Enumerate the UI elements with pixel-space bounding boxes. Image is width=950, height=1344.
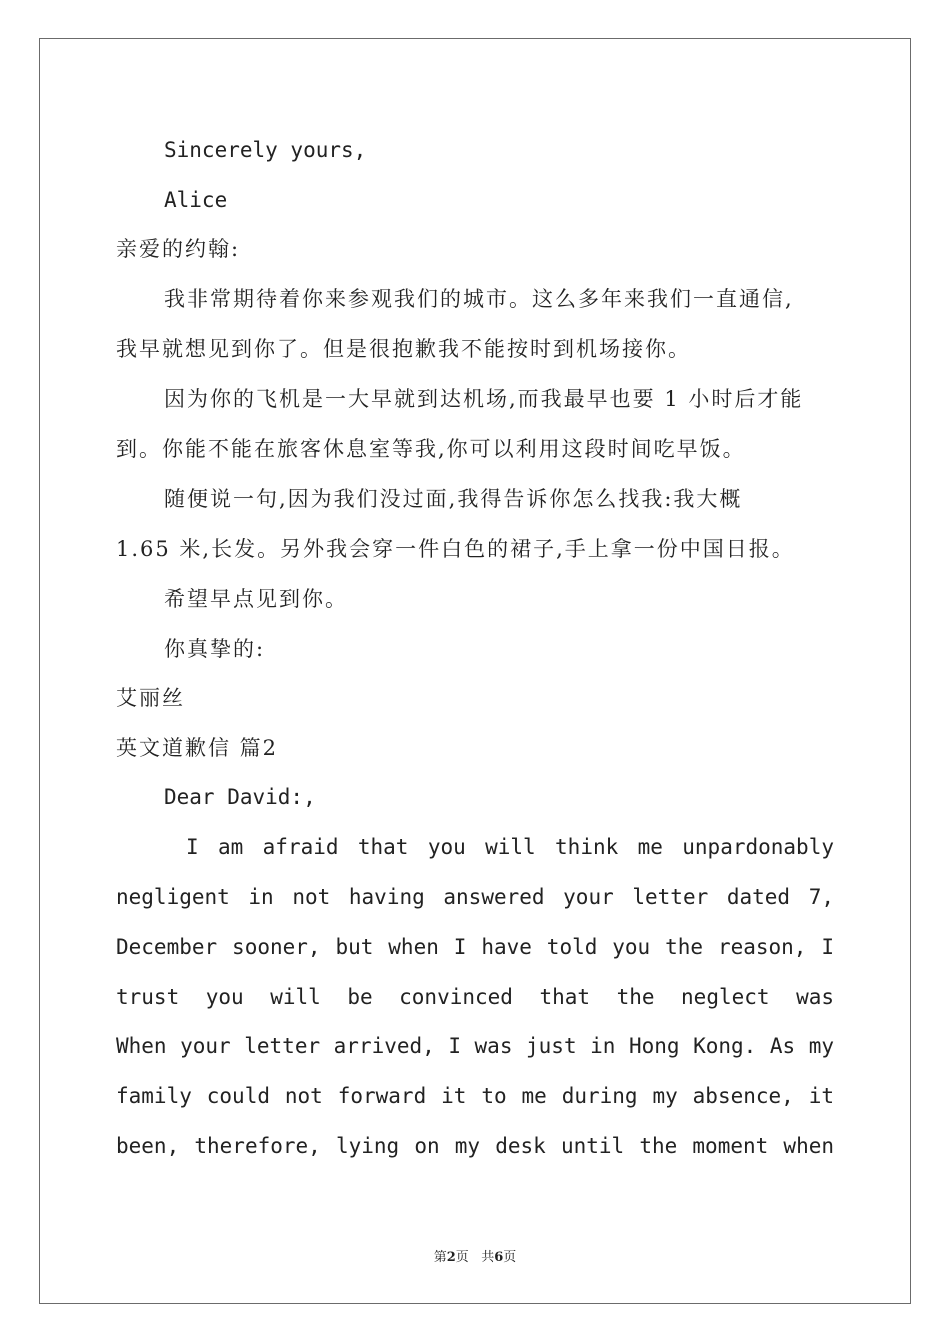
closing-sign-off: Sincerely yours, bbox=[164, 138, 367, 162]
english-body-line: trust you will be convinced that the neglect was bbox=[116, 985, 834, 1009]
page-footer bbox=[0, 1246, 950, 1265]
footer-total-suffix: 页 bbox=[503, 1250, 517, 1265]
footer-page-number: 2 bbox=[446, 1250, 456, 1265]
chinese-body-line: 希望早点见到你。 bbox=[164, 587, 348, 611]
chinese-closing: 你真挚的: bbox=[164, 637, 266, 661]
english-body-line: been, therefore, lying on my desk until the moment when bbox=[116, 1134, 834, 1158]
footer-total-prefix: 共 bbox=[481, 1250, 495, 1265]
section-heading: 英文道歉信 篇2 bbox=[116, 736, 279, 760]
english-body-line: negligent in not having answered your letter dated 7, bbox=[116, 885, 834, 909]
footer-page-suffix: 页 bbox=[455, 1250, 469, 1265]
english-body-line: family could not forward it to me during my absence, it bbox=[116, 1084, 834, 1108]
english-salutation: Dear David:, bbox=[164, 785, 316, 809]
chinese-body-line: 到。你能不能在旅客休息室等我,你可以利用这段时间吃早饭。 bbox=[116, 437, 746, 461]
chinese-signature: 艾丽丝 bbox=[116, 686, 185, 710]
footer-total-pages: 6 bbox=[494, 1250, 504, 1265]
english-body-line: I am afraid that you will think me unpardonably bbox=[186, 835, 834, 859]
chinese-body-line: 我早就想见到你了。但是很抱歉我不能按时到机场接你。 bbox=[116, 337, 691, 361]
chinese-body-line: 随便说一句,因为我们没过面,我得告诉你怎么找我:我大概 bbox=[164, 487, 743, 511]
chinese-body-line: 因为你的飞机是一大早就到达机场,而我最早也要 1 小时后才能 bbox=[164, 387, 804, 411]
closing-name: Alice bbox=[164, 188, 228, 212]
chinese-salutation: 亲爱的约翰: bbox=[116, 237, 241, 261]
chinese-body-line: 1.65 米,长发。另外我会穿一件白色的裙子,手上拿一份中国日报。 bbox=[116, 537, 795, 561]
footer-prefix: 第 bbox=[433, 1250, 447, 1265]
english-body-line: December sooner, but when I have told you the reason, I bbox=[116, 935, 834, 959]
chinese-body-line: 我非常期待着你来参观我们的城市。这么多年来我们一直通信, bbox=[164, 287, 794, 311]
english-body-line: When your letter arrived, I was just in Hong Kong. As my bbox=[116, 1034, 834, 1058]
